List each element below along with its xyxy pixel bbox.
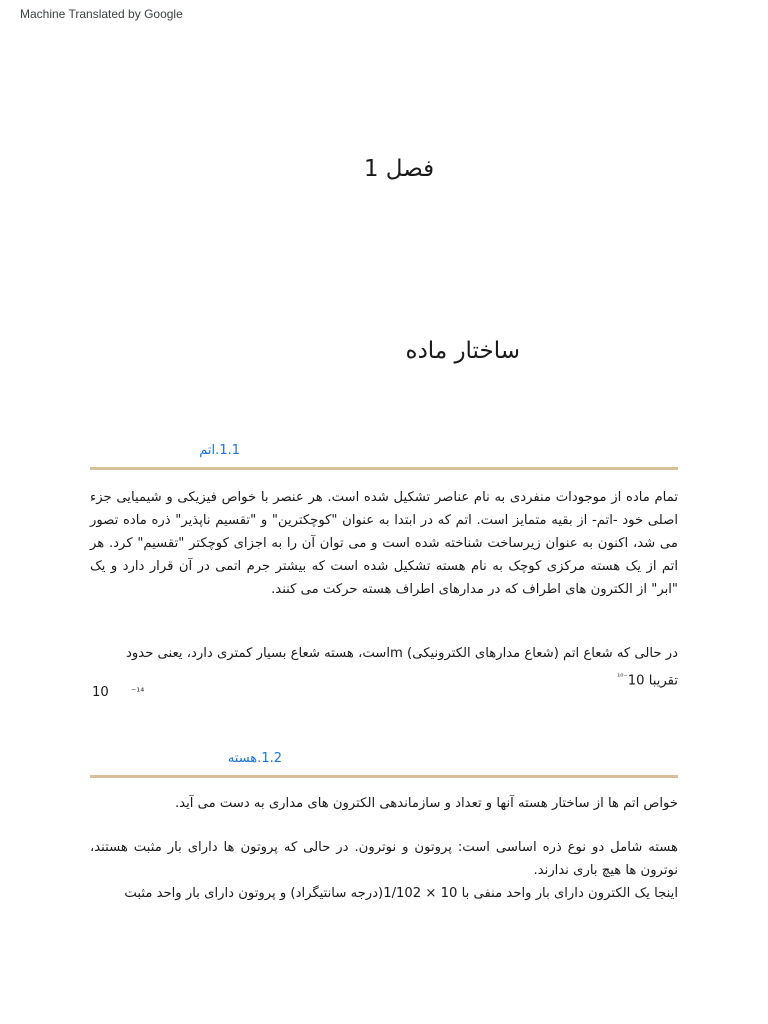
section-divider <box>90 775 678 778</box>
section-atom-paragraph <box>90 486 678 601</box>
section-name: هسته <box>227 751 258 766</box>
section-heading-atom[interactable] <box>199 443 240 458</box>
approx-exponent: ⁻¹⁰ <box>617 672 628 681</box>
approx-line <box>90 665 678 692</box>
chapter-label: فصل 1 <box>363 156 435 182</box>
chapter-heading <box>0 156 768 182</box>
nucleus-particles-text: هسته شامل دو نوع ذره اساسی است: پروتون و نوترون. در حالی که پروتون ها دارای بار مثبت هستند، نوترون ها هیچ باری ندارند. <box>90 840 678 878</box>
section-name: اتم <box>199 443 216 458</box>
machine-translated-banner: Machine Translated by Google <box>20 7 183 21</box>
atom-description: تمام ماده از موجودات منفردی به نام عناصر تشکیل شده است. هر عنصر با خواص فیزیکی و شیمیایی جزء اصلی خود -اتم- از بقیه متمایز است. اتم که در ابتدا به عنوان "کوچکترین" و "تقسیم ناپذیر" ذره ماده تصور می شد، اکنون به عنوان زیرساخت شناخته شده است و می توان آن را به اجزای کوچکتر "تقسیم" کرد. هر اتم از یک هسته مرکزی کوچک به نام هسته تشکیل شده است که بیشتر جرم اتمی در آن قرار دارد و یک "ابر" از الکترون های اطراف که در مدارهای اطراف هسته حرکت می کنند. <box>90 490 678 597</box>
section-heading-nucleus[interactable] <box>228 751 282 766</box>
section-number: 1.2. <box>257 751 282 766</box>
section-nucleus-paragraph-1 <box>90 792 678 815</box>
atom-radius-text: در حالی که شعاع اتم (شعاع مدارهای الکترونیکی) mاست، هسته شعاع بسیار کمتری دارد، یعنی حدود <box>126 646 678 661</box>
charge-text: اینجا یک الکترون دارای بار واحد منفی با 10 × 1/102(درجه سانتیگراد) و پروتون دارای بار واحد مثبت <box>124 886 678 901</box>
page-title: ساختار ماده <box>405 338 520 364</box>
exponent-glyph: ⁻¹⁴ <box>131 687 145 698</box>
approx-text: تقریبا 10 <box>627 673 678 689</box>
atom-radius-paragraph <box>90 642 678 692</box>
nucleus-radius-value: 10 <box>92 685 109 700</box>
nucleus-properties-text: خواص اتم ها از ساختار هسته آنها و تعداد و سازماندهی الکترون های مداری به دست می آید. <box>174 796 678 811</box>
section-divider <box>90 467 678 470</box>
section-number: 1.1. <box>215 443 240 458</box>
section-nucleus-paragraph-2 <box>90 836 678 882</box>
section-nucleus-paragraph-3 <box>90 882 678 905</box>
